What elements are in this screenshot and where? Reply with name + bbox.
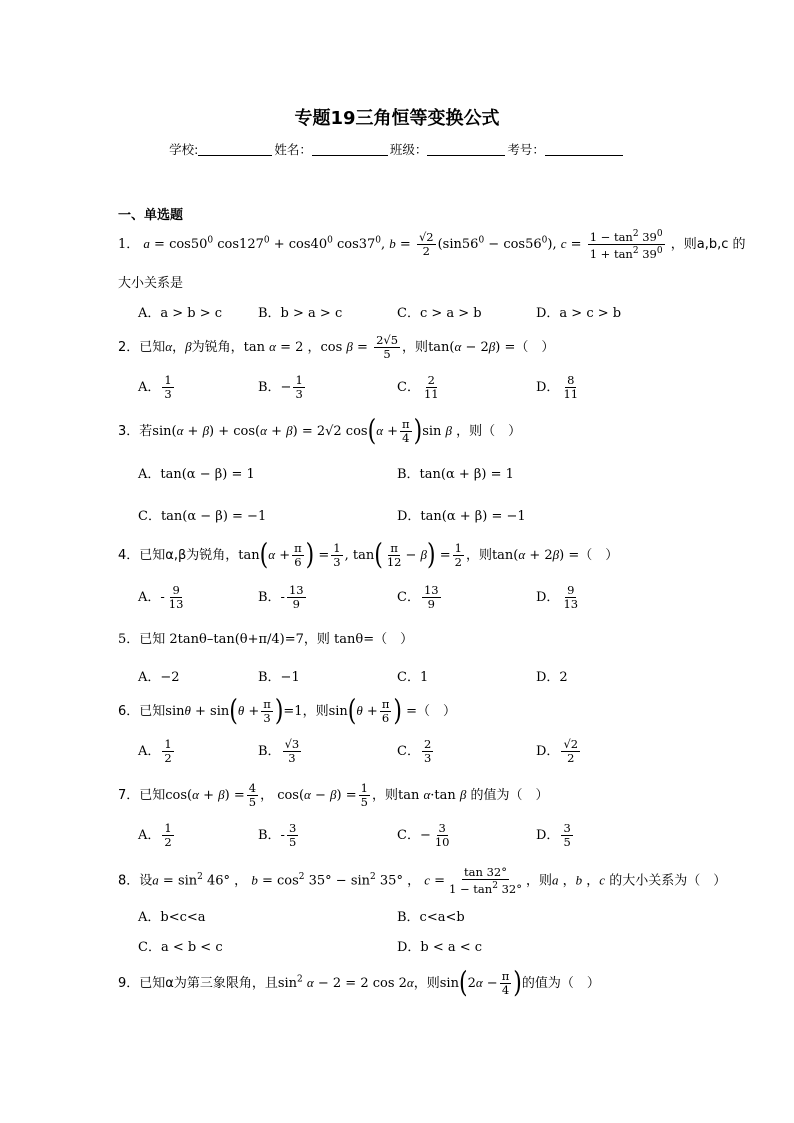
q2-number: 2．已知	[118, 340, 166, 355]
q6-option-b[interactable]: B． $\frac{√3}{3}$	[258, 737, 300, 765]
q6-option-d[interactable]: D． $\frac{√2}{2}$	[536, 737, 579, 765]
q4-option-c[interactable]: C． $\frac{13}{9}$	[397, 583, 439, 611]
q2-option-a[interactable]: A． $\frac{1}{3}$	[138, 373, 172, 401]
q5-option-b[interactable]: B．−1	[258, 670, 300, 685]
name-blank[interactable]	[312, 142, 388, 156]
q8-option-c[interactable]: C．a < b < c	[138, 940, 223, 955]
question-9: 9．已知α为第三象限角，且$\sin^2 \alpha - 2 = 2$ cos 2α，则sin(2α − $\frac{\pi}{4}$ )的值为（ ）	[118, 967, 600, 1000]
name-label: 姓名：	[274, 142, 312, 157]
q3-option-c[interactable]: C．tan(α − β) = −1	[138, 509, 267, 524]
q5-option-d[interactable]: D．2	[536, 670, 568, 685]
question-8: 8．设$a = \sin^2 46^\circ$ ， $b = \cos^2 35^\circ - \sin^2 35^\circ$ ， c = $\frac{\tan 32^\circ}{1 - \tan^2 32^\circ}$ ，则a ，b ，c 的大小关系为（ ）	[118, 865, 727, 896]
q7-number: 7．已知	[118, 788, 166, 803]
question-6: 6．已知sinθ + sin(θ + $\frac{\pi}{3}$ )=1，则sin(θ + $\frac{\pi}{6}$ ) =（ ）	[118, 695, 456, 728]
exam-no-label: 考号：	[507, 142, 545, 157]
q3-option-d[interactable]: D．tan(α + β) = −1	[397, 509, 526, 524]
q2-option-d[interactable]: D． $\frac{8}{11}$	[536, 373, 579, 401]
q1-option-d[interactable]: D．a > c > b	[536, 306, 622, 321]
q7-option-d[interactable]: D． $\frac{3}{5}$	[536, 821, 571, 849]
page-title: 专题19三角恒等变换公式	[294, 108, 500, 129]
q1-line2: 大小关系是	[118, 276, 184, 291]
q1-tail: ，则a,b,c 的	[670, 236, 746, 252]
q4-option-a[interactable]: A．- $\frac{9}{13}$	[138, 583, 184, 611]
q3-option-b[interactable]: B．tan(α + β) = 1	[397, 467, 514, 482]
question-5: 5．已知 2tanθ–tan(θ+π/4)=7，则 tanθ=（ ）	[118, 632, 414, 647]
q8-option-b[interactable]: B．c<a<b	[397, 910, 465, 925]
q6-option-a[interactable]: A． $\frac{1}{2}$	[138, 737, 172, 765]
q7-option-b[interactable]: B．- $\frac{3}{5}$	[258, 821, 297, 849]
q4-option-b[interactable]: B．- $\frac{13}{9}$	[258, 583, 304, 611]
q1-option-b[interactable]: B．b > a > c	[258, 306, 343, 321]
q2-option-b[interactable]: B．− $\frac{1}{3}$	[258, 373, 303, 401]
q4-option-d[interactable]: D． $\frac{9}{13}$	[536, 583, 579, 611]
q3-number: 3．若	[118, 424, 153, 439]
q5-option-a[interactable]: A．−2	[138, 670, 180, 685]
q1-number: 1．	[118, 236, 140, 252]
section-heading: 一、单选题	[118, 208, 184, 223]
q7-option-c[interactable]: C．− $\frac{3}{10}$	[397, 821, 450, 849]
school-label: 学校:	[169, 142, 199, 157]
question-1: 1． $a = \cos 50^0$ $\cos 127^0 + \cos 40^0$ $\cos 37^0$, b = $\frac{√2}{2}$ $(\sin 56^0 - \cos 56^0)$, c = $\frac{1 - \tan^2 39^0}{1 + \tan^2 39^0}$ ，则a,b,c 的	[118, 229, 746, 261]
q6-number: 6．已知	[118, 704, 166, 719]
q2-option-c[interactable]: C． $\frac{2}{11}$	[397, 373, 439, 401]
q9-number: 9．已知α为第三象限角，且	[118, 976, 278, 991]
q6-option-c[interactable]: C． $\frac{2}{3}$	[397, 737, 432, 765]
question-4: 4．已知α,β为锐角，tan(α + $\frac{\pi}{6}$ ) = $\frac{1}{3}$ , tan( $\frac{\pi}{12}$ − β) = $\frac{1}{2}$ ，则tan(α + 2β) =（ ）	[118, 539, 619, 572]
q5-option-c[interactable]: C．1	[397, 670, 429, 685]
school-blank[interactable]	[198, 142, 272, 156]
q8-option-a[interactable]: A．b<c<a	[138, 910, 206, 925]
class-blank[interactable]	[427, 142, 505, 156]
q4-number: 4．已知α,β为锐角，	[118, 548, 239, 563]
q8-number: 8．设	[118, 873, 153, 889]
question-2: 2．已知α，β为锐角，tan α = 2 ，cos β = $\frac{2√5}{5}$ ，则tan(α − 2β) =（ ）	[118, 333, 555, 361]
q1-option-c[interactable]: C．c > a > b	[397, 306, 482, 321]
exam-no-blank[interactable]	[545, 142, 623, 156]
q8-option-d[interactable]: D．b < a < c	[397, 940, 483, 955]
question-7: 7．已知cos(α + β) = $\frac{4}{5}$ ， cos(α − β) = $\frac{1}{5}$ ，则tan α·tan β 的值为（ ）	[118, 781, 549, 809]
question-3: 3．若sin(α + β) + cos(α + β) = 2√2 cos(α + $\frac{\pi}{4}$ )sin β ，则（ ）	[118, 415, 522, 448]
q7-option-a[interactable]: A． $\frac{1}{2}$	[138, 821, 172, 849]
q1-option-a[interactable]: A．a > b > c	[138, 306, 223, 321]
q3-option-a[interactable]: A．tan(α − β) = 1	[138, 467, 255, 482]
student-info-line	[0, 140, 794, 158]
class-label: 班级：	[389, 142, 428, 157]
